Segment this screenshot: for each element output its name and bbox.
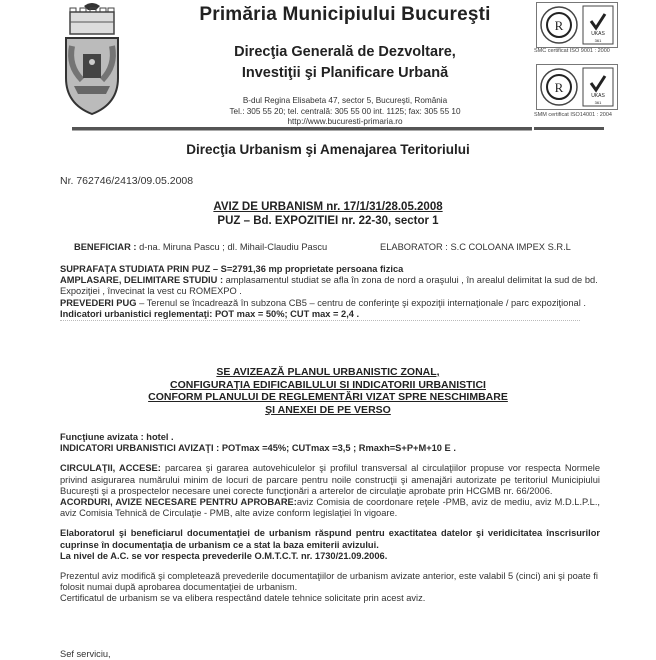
agreements-paragraph (60, 497, 600, 519)
aviz-subtitle: PUZ – Bd. EXPOZITIEI nr. 22-30, sector 1 (217, 215, 439, 227)
general-directorate-line2: Investiţii şi Planificare Urbană (241, 65, 449, 81)
pug-text: – Terenul se încadrează în subzona CB5 – centru de conferinţe şi expoziţii internaţionale / parc expoziţional . (139, 297, 586, 308)
iso9001-caption: SMC certificat ISO 9001 : 2000 (534, 48, 610, 54)
website: http://www.bucuresti-primaria.ro (287, 117, 403, 126)
general-directorate (160, 42, 530, 84)
phones: Tel.: 305 55 20; tel. centrală: 305 55 00 int. 1125; fax: 305 55 10 (229, 106, 461, 116)
general-directorate-line1: Direcţia Generală de Dezvoltare, (234, 44, 456, 60)
regulated-indicators: Indicatori urbanistici reglementaţi: POT max = 50%; CUT max = 2,4 . (60, 308, 360, 319)
approved-indicators: INDICATORI URBANISTICI AVIZAŢI : POTmax =45%; CUTmax =3,5 ; Rmaxh=S+P+M+10 E . (60, 443, 456, 454)
decision-block (0, 366, 656, 416)
circulation-text: parcarea şi gararea autovehiculelor şi profilul transversal al circulaţiilor propuse vor respecta Normele privind asigurarea numărului minim de locuri de parcare pentru noile construcţii şi amenajări autorizate pe teritoriul Municipiului Bucureşti şi a prospectelor necesare unei corecte funcţionări a arterelor de circulaţie aprobate prin HCGMB nr. 66/2006. (60, 463, 600, 496)
beneficiary (74, 242, 327, 253)
aviz-heading (0, 200, 656, 228)
elaborator (380, 242, 571, 253)
iso14001-certificate-icon (536, 64, 618, 110)
elaborator-value: S.C COLOANA IMPEX S.R.L (450, 242, 571, 252)
agreements-text: aviz Comisia de coordonare reţele -PMB, aviz de mediu, aviz M.D.L.P.L., aviz Comisia Tehnică de Circulaţie - PMB, alte avize conform legislaţiei în vigoare. (60, 497, 600, 519)
contact-block (160, 96, 530, 128)
responsibility-statement: Elaboratorul şi beneficiarul documentaţiei de urbanism răspund pentru exactitatea datelor şi veridicitatea înscrisurilor cuprinse în documentaţia de urbanism ce a stat la baza emiterii avizului. (60, 528, 600, 550)
ac-regulation: La nivel de A.C. se vor respecta prevederile O.M.T.C.T. nr. 1730/21.09.2006. (60, 550, 388, 561)
bucharest-coat-of-arms-icon (70, 2, 112, 118)
location-label: AMPLASARE, DELIMITARE STUDIU : (60, 275, 224, 286)
studied-surface: SUPRAFAŢA STUDIATA PRIN PUZ – S=2791,36 mp proprietate persoana fizica (60, 264, 404, 274)
beneficiary-value: d-na. Miruna Pascu ; dl. Mihail-Claudiu Pascu (139, 242, 328, 252)
svg-text:361: 361 (594, 100, 602, 105)
svg-text:R: R (554, 18, 564, 33)
pug-paragraph (60, 298, 600, 309)
signature-label: Sef serviciu, (60, 649, 111, 659)
certificate-statement: Certificatul de urbanism se va elibera respectând datele tehnice solicitate prin acest aviz. (60, 593, 426, 604)
registration-number: Nr. 762746/2413/09.05.2008 (60, 175, 194, 187)
iso14001-caption: SMM certificat ISO14001 : 2004 (534, 112, 612, 118)
svg-text:UKAS: UKAS (591, 93, 605, 99)
iso9001-certificate-icon (536, 2, 618, 48)
svg-text:UKAS: UKAS (591, 31, 605, 37)
pug-label: PREVEDERI PUG (60, 297, 137, 308)
aviz-title: AVIZ DE URBANISM nr. 17/1/31/28.05.2008 (213, 201, 443, 213)
certificates-divider (534, 127, 604, 130)
svg-text:R: R (554, 80, 564, 95)
address: B-dul Regina Elisabeta 47, sector 5, Bucureşti, România (242, 96, 448, 105)
validity-statement: Prezentul aviz modifică şi completează prevederile documentaţiilor de urbanism avizate anterior, este valabil 5 (cinci) ani şi poate fi folosit numai după aprobarea documentaţiei de urbanism. (60, 571, 598, 593)
approved-function: Funcţiune avizata : hotel . (60, 432, 174, 442)
svg-text:361: 361 (594, 38, 602, 43)
decision-line-2: CONFIGURAŢIA EDIFICABILULUI SI INDICATORII URBANISTICI (170, 378, 486, 391)
circulation-paragraph (60, 463, 600, 497)
circulation-label: CIRCULAŢII, ACCESE: (60, 463, 161, 474)
location-text: amplasamentul studiat se afla în zona de nord a oraşului , în arealul delimitat la sud de bd. Expoziţiei , învecinat la vest cu ROMEXPO . (60, 275, 598, 297)
location-paragraph (60, 275, 600, 297)
decision-line-1: SE AVIZEAZĂ PLANUL URBANISTIC ZONAL, (216, 366, 440, 378)
agreements-label: ACORDURI, AVIZE NECESARE PENTRU APROBARE: (60, 497, 297, 508)
decision-line-3: CONFORM PLANULUI DE REGLEMENTĂRI VIZAT SPRE NESCHIMBARE (148, 391, 508, 403)
beneficiary-label: BENEFICIAR : (74, 242, 137, 252)
decision-line-4: ŞI ANEXEI DE PE VERSO (265, 403, 391, 416)
dotted-line (60, 320, 580, 321)
approved-section (60, 432, 600, 605)
study-section (60, 264, 600, 320)
header-divider (72, 127, 532, 131)
institution-name: Primăria Municipiului Bucureşti (199, 4, 491, 25)
directorate-title: Direcţia Urbanism şi Amenajarea Teritoriului (186, 142, 470, 157)
elaborator-label: ELABORATOR : (380, 242, 448, 252)
